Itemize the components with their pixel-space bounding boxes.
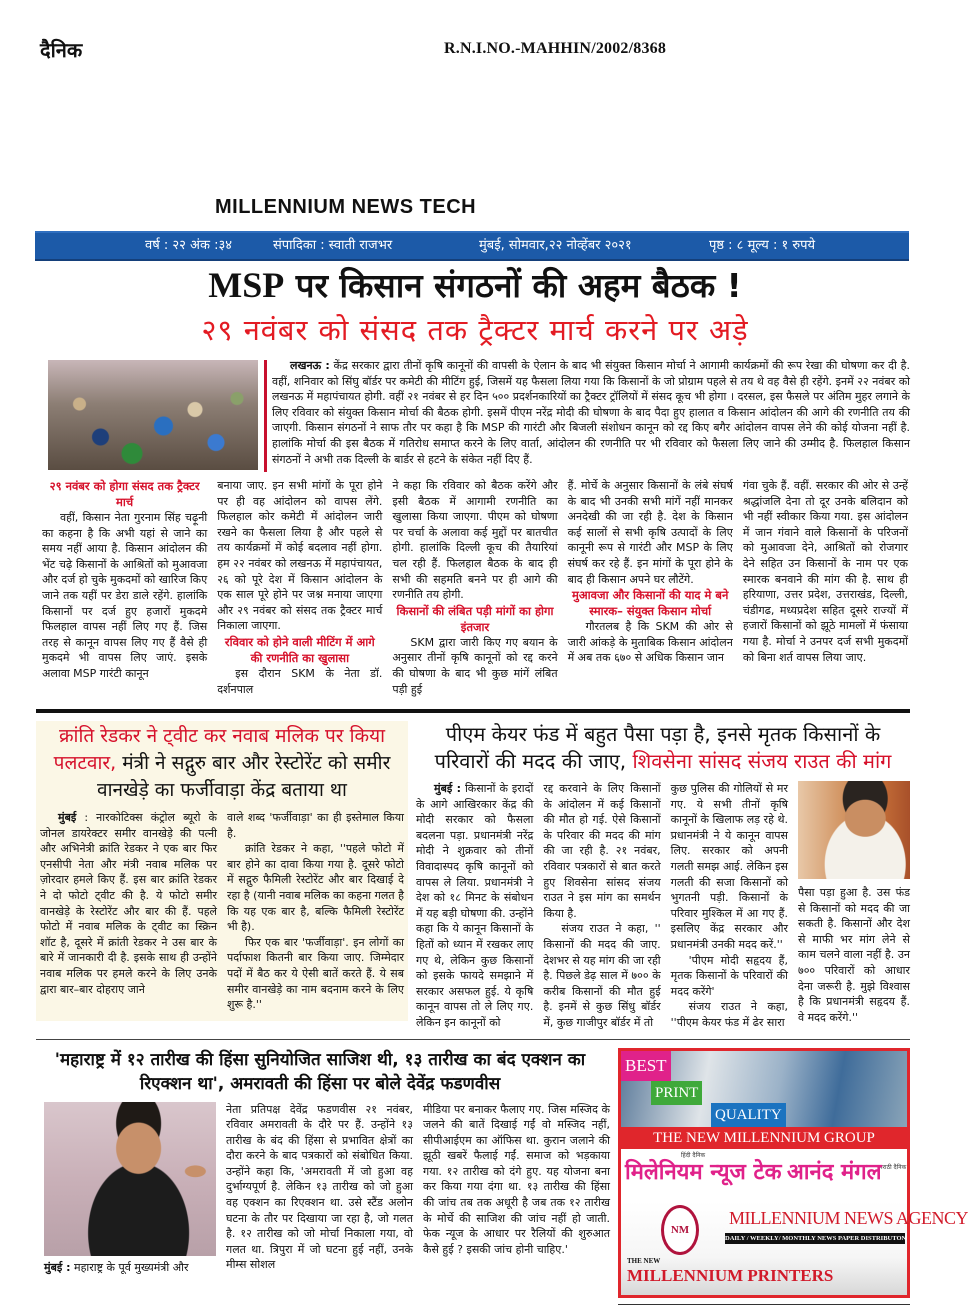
kranti-column-2: [227, 810, 404, 1013]
pm-col4-text: पैसा पड़ा हुआ है. उस फंड से किसानों को मदद की जा सकती है. किसानों और देश से माफी भर मांग लेने से काम चलने वाला नहीं है. उन ७०० परिवारों को आधार देना जरूरी है. मुझे विश्वास है कि प्रधानमंत्री सहृदय हैं. वे मदद करेंगे.'': [797, 886, 910, 1024]
pm-col2-p2: संजय राउत ने कहा, '' किसानों की मदद की जाए. देशभर से यह मांग की जा रही है. पिछले डेढ़ साल में ७०० के करीब किसानों की मौत हुई है. इनमें से कुछ सिंधु बॉर्डर में, कुछ गाजीपुर बॉर्डर में तो: [543, 922, 661, 1029]
advertisement-wrapper: [618, 1048, 968, 1305]
lead-col3-text2: SKM द्वारा जारी किए गए बयान के अनुसार तीनों कृषि कानूनों को रद्द करने की घोषणा के बाद भी कुछ मांगें लंबित पड़ी हुई: [392, 635, 558, 696]
lead-col4-subhead: मुआवजा और किसानों की याद मे बने स्मारक– संयुक्त किसान मोर्चा: [572, 588, 729, 619]
accent-bar: [264, 360, 267, 472]
kranti-column-1: [40, 810, 217, 997]
lead-intro: [272, 358, 910, 467]
issue-info-bar: [35, 231, 909, 261]
fadnavis-body: [30, 1102, 610, 1276]
pm-col3-p3: संजय राउत ने कहा, ''पीएम केयर फंड में ढेर सारा: [670, 1000, 788, 1029]
marathi-daily-label: मराठी दैनिक: [879, 1163, 907, 1171]
year-issue: वर्ष : २२ अंक :३४: [145, 238, 232, 253]
lead-column-4: [568, 478, 733, 666]
pm-photo-column: [798, 781, 910, 1025]
agency-section: [621, 1201, 968, 1295]
fadnavis-caption: [44, 1260, 216, 1276]
lead-col2-text2: इस दौरान SKM के नेता डॉ. दर्शनपाल: [217, 666, 383, 696]
bottom-row: [30, 1048, 968, 1305]
advertisement[interactable]: [618, 1048, 968, 1298]
hindi-daily-label: हिंदी दैनिक: [681, 1151, 706, 1159]
kranti-body: [40, 810, 404, 1013]
sanjay-raut-photo: [798, 781, 910, 879]
newspaper-brands: [621, 1149, 907, 1201]
lead-headline: [40, 264, 910, 307]
lead-dateline: लखनऊ :: [290, 359, 330, 372]
pm-column-1: [416, 781, 533, 1031]
group-name: THE NEW MILLENNIUM GROUP: [621, 1127, 907, 1149]
pm-column-3: [671, 781, 788, 1031]
printers-name: MILLENNIUM PRINTERS: [627, 1265, 834, 1285]
lead-headline-prefix: MSP: [208, 265, 285, 305]
fadnavis-col2-text: मीडिया पर बनाकर फैलाए गए. जिस मस्जिद के जलने की बातें दिखाई गईं वो मस्जिद नहीं, सीपीआईएम का ऑफिस था. कुरान जलाने की झूठी खबरें फैलाई गईं. समाज को भड़काया गया. १२ तारीख को दंगे हुए. यह योजना बना कर किया गया दंगा था. १३ तारीख की हिंसा की जांच तब तक अधूरी है जब तक १२ तारीख के मोर्चे की साजिश की जांच नहीं हो जाती. फेक न्यूज के आधार पर रैलियों की शुरुआत कैसे हुई ? इसकी जांच होनी चाहिए.': [423, 1102, 610, 1256]
place-date: मुंबई, सोमवार,२२ नोव्हेंबर २०२१: [479, 238, 632, 253]
pm-body: [416, 781, 910, 1031]
fadnavis-column-2: [423, 1102, 610, 1258]
farmers-protest-photo: [48, 360, 258, 470]
kranti-col1-text: : नारकोटिक्स कंट्रोल ब्यूरो के जोनल डायरेक्टर समीर वानखेड़े की पत्नी और अभिनेत्री क्रांति रेडकर ने एक बार फिर एनसीपी नेता और मंत्री नवाब मलिक पर ज़ोरदार हमले किए हैं. इस बार क्रांति रेडकर ने दो फोटो ट्वीट की है. ये फोटो समीर वानखेड़े के रेस्टोरेंट और बार की हैं. पहले फोटो में नवाब मलिक के ट्वीट का स्क्रिन शॉट है, दूसरे में क्रांती रेडकर ने उस बार के बारे में जानकारी दी है. इसके साथ ही उन्होंने नवाब मलिक पर हमले करने के लिए उनके द्वारा बार–बार दोहराए जाने: [40, 811, 217, 996]
editor-name: संपादिका : स्वाती राजभर: [273, 238, 393, 253]
lead-column-3: [392, 478, 557, 697]
lead-column-2: [217, 478, 382, 697]
badge-best: BEST: [621, 1051, 671, 1081]
lead-headline-rest: पर किसान संगठनों की अहम बैठक !: [284, 266, 742, 305]
lead-column-1: [42, 478, 207, 682]
fadnavis-story: [30, 1048, 610, 1276]
fadnavis-column-1: [226, 1102, 413, 1274]
printing-press-photo: [621, 1051, 907, 1127]
hindi-brand: मिलेनियम न्यूज टेक: [625, 1159, 782, 1185]
fadnavis-photo-column: [44, 1102, 216, 1276]
lead-col4-text2: गौरतलब है कि SKM की ओर से जारी आंकड़े के मुताबिक किसान आंदोलन में अब तक ६७० से अधिक किसान जान: [567, 620, 733, 665]
lead-intro-text: केंद्र सरकार द्वारा तीनों कृषि कानूनों की वापसी के ऐलान के बाद भी संयुक्त किसान मोर्चा ने आगामी कार्यक्रमों की रूप रेखा की घोषणा कर दी है. वहीं, शनिवार को सिंघु बॉर्डर पर कमेटी की मीटिंग हुई, जिसमें यह फैसला लिया गया कि किसानों के जो प्रोग्राम पहले से तय थे वह वैसे ही रहेंगे. इनमें २२ नवंबर को लखनऊ में महापंचायत होगी. वहीं २१ नवंबर से हर दिन ५०० प्रदर्शनकारियों का ट्रैक्टर ट्रॉलियों में संसद कूच भी होगा । दरसल, इस फैसले पर अंतिम मुहर लगाने के लिए रविवार को संयुक्त किसान मोर्चा की बैठक होगी. इसमें पीएम नरेंद्र मोदी की घोषणा के बाद पैदा हुए हालात व किसान आंदोलन की आगे की रणनीति तय की जाएगी. किसान संगठनों ने साफ तौर पर कहा है कि MSP की गारंटी और बिजली संशोधन कानून को रद्द किए बगैर आंदोलन वापस लेने की कोई योजना नहीं है. हालांकि मोर्चा की इस बैठक में गतिरोध समाप्त करने के लिए वार्ता, आंदोलन की रणनीति पर भी रविवार को फैसला लिए जाने की उम्मीद है. फिलहाल किसान संगठनों ने अभी तक दिल्ली के बार्डर से हटने के संकेत नहीं दिए हैं.: [272, 359, 910, 466]
kranti-story-box: [36, 721, 408, 1021]
lead-col2-text: बनाया जाए. इन सभी मांगों के पूरा होने पर ही वह आंदोलन को वापस लेंगे. फिलहाल कोर कमेटी में आंदोलन जारी रखने का फैसला लिया है और पहले से तय कार्यक्रमों में कोई बदलाव नहीं होगा. हम २२ नवंबर को लखनऊ में महापंचायत, २६ को पूरे देश में किसान आंदोलन के एक साल पूरे होने पर जश्न मनाया जाएगा और २९ नवंबर को संसद तक ट्रैक्टर मार्च निकाला जाएगा.: [217, 479, 383, 633]
lead-column-5: [743, 478, 908, 665]
kranti-col2-p1: वाले शब्द 'फर्जीवाड़ा' का ही इस्तेमाल किया है.: [227, 811, 404, 840]
rni-number: R.N.I.NO.-MAHHIN/2002/8368: [444, 40, 667, 57]
pm-column-4: [798, 885, 910, 1025]
kranti-headline: [40, 723, 404, 804]
fadnavis-caption-dateline: मुंबई :: [44, 1260, 71, 1274]
lower-section: [0, 701, 968, 1305]
lead-col1-text: वहीं, किसान नेता गुरनाम सिंह चढ़ूनी का कहना है कि अभी यहां से जाने का समय नहीं आया है. किसान आंदोलन की भेंट चढ़े किसानों के आश्रितों को मुआवजा और दर्ज हो चुके मुकदमों को खारिज किए जाने तक यहीं पर डेरा डाले रहेंगे. हालांकि किसानों पर दर्ज हुए हजारों मुकदमे फिलहाल वापस नहीं लिए गए हैं. जिस तरह से कानून वापस लिए गए हैं वैसे ही मुकदमे भी वापस लिए जाएं. इसके अलावा MSP गारंटी कानून: [42, 511, 208, 680]
kranti-headline-black: मंत्री ने सद्गुरु बार और रेस्टोरेंट को समीर वानखेड़े का फर्जीवाड़ा केंद्र बताया था: [97, 752, 391, 801]
pm-dateline: मुंबई :: [434, 782, 461, 795]
pages-price: पृष्ठ : ८ मूल्य : १ रुपये: [709, 238, 816, 253]
the-new-label: THE NEW: [627, 1256, 661, 1265]
section-divider: [36, 709, 910, 713]
fadnavis-caption-text: महाराष्ट्र के पूर्व मुख्यमंत्री और: [70, 1260, 189, 1274]
lead-col4-text: हैं. मोर्चे के अनुसार किसानों के लंबे संघर्ष के बाद भी उनकी सभी मांगें नहीं मानकर अनदेखी की जा रही है. देश के किसान कई सालों से सभी कृषि उत्पादों के लिए कानूनी रूप से गारंटी और MSP के लिए संघर्ष कर रहे हैं. इन मांगों के पूरा होने के बाद ही किसान अपने घर लौटेंगे.: [567, 479, 733, 586]
pm-col3-p2: 'पीएम मोदी सहृदय हैं, मृतक किसानों के परिवारों की मदद करेंगे': [670, 953, 788, 998]
pm-headline-black: पीएम केयर फंड में बहुत पैसा पड़ा है, इनसे मृतक किसानों के परिवारों की मदद की जाए,: [434, 722, 881, 773]
paper-name: MILLENNIUM NEWS TECH: [215, 196, 477, 218]
middle-row: [36, 721, 910, 1031]
lead-col2-subhead: रविवार को होने वाली मीटिंग में आगे की रणनीति का खुलासा: [224, 634, 375, 665]
fadnavis-col1-text: नेता प्रतिपक्ष देवेंद्र फडणवीस २१ नवंबर, रविवार अमरावती के दौरे पर हैं. उन्होंने १३ तारीख के बंद की हिंसा से प्रभावित क्षेत्रों का दौरा करने के बाद पत्रकारों को संबोधित किया. उन्होंने कहा कि, 'अमरावती में जो हुआ वह दुर्भाग्यपूर्ण है. लेकिन १३ तारीख को जो हुआ वह एक्शन का रिएक्शन था. उसे स्टैंड अलोन घटना के तौर पर दिखाया जा रहा है, जो गलत है. १२ तारीख को जो मोर्चा निकाला गया, वो गलत था. त्रिपुरा में जो घटना हुई नहीं, उनके मीम्स सोशल: [226, 1102, 413, 1272]
pm-headline: [416, 721, 910, 775]
ad-bottom-rule: [618, 1304, 910, 1305]
kranti-col2-p2: क्रांति रेडकर ने कहा, ''पहले फोटो में बार होने का दावा किया गया है. दूसरे फोटो में सद्गुरु फैमिली रेस्टोरेंट और बार दिखाई दे रहा है (यानी नवाब मलिक का कहना गलत है कि यह एक बार है, बल्कि फैमिली रेस्टोरेंट भी है).: [227, 842, 404, 934]
lead-col3-text: ने कहा कि रविवार को बैठक करेंगे और इसी बैठक में आगामी रणनीति का खुलासा किया जाएगा. पीएम को घोषणा पर चर्चा के अलावा कई मुद्दों पर बातचीत होगी. हालांकि दिल्ली कूच की तैयारियां चल रही हैं. फिलहाल बैठक के बाद ही सभी की सहमति बनने पर ही आगे की रणनीति तय होगी.: [392, 479, 558, 602]
kranti-dateline: मुंबई: [58, 811, 77, 824]
pm-story: [416, 721, 910, 1031]
edition-type: दैनिक: [40, 38, 83, 62]
lead-col3-subhead: किसानों की लंबित पड़ी मांगों का होगा इंतजार: [396, 603, 554, 634]
pm-col3-p1: कुछ पुलिस की गोलियों से मर गए. ये सभी तीनों कृषि कानूनों के खिलाफ लड़ रहे थे. प्रधानमंत्री ने ये कानून वापस लिए. सरकार को अपनी गलती समझ आई. लेकिन इस गलती की सजा किसानों को भुगतनी पड़ी. किसानों के परिवार मुश्किल में आ गए हैं. इसलिए केंद्र सरकार और प्रधानमंत्री उनकी मदद करें.'': [670, 782, 788, 951]
badge-quality: QUALITY: [711, 1103, 786, 1127]
lead-subheadline: २९ नवंबर को संसद तक ट्रैक्टर मार्च करने पर अड़े: [201, 313, 749, 347]
marathi-brand: आनंद मंगल: [787, 1159, 882, 1185]
kranti-col2-p3: फिर एक बार 'फर्जीवाड़ा'. इन लोगों का पर्दाफाश कितनी बार किया जाए. जिम्मेदार पदों में बैठ कर ये ऐसी बातें करते हैं. ये सब समीर वानखेड़े का नाम बदनाम करने के लिए शुरू है.'': [227, 935, 404, 1012]
badge-print: PRINT: [651, 1081, 702, 1105]
section-divider-2: [36, 1039, 910, 1040]
nm-logo-icon: NM: [661, 1205, 699, 1255]
pm-headline-red: शिवसेना सांसद संजय राउत की मांग: [626, 749, 892, 773]
lead-col1-subhead: २९ नवंबर को होगा संसद तक ट्रैक्टर मार्च: [49, 479, 200, 509]
lead-columns: [42, 478, 908, 697]
lead-col5-text: गंवा चुके हैं. वहीं. सरकार की ओर से उन्हें श्रद्धांजलि देना तो दूर उनके बलिदान को भी नहीं स्वीकार किया गया. इस आंदोलन में जान गंवाने वाले किसानों के परिजनों को मुआवजा देने, आश्रितों को रोजगार देने सहित उन किसानों के नाम पर एक स्मारक बनवाने की मांग की है. साथ ही हरियाणा, उत्तर प्रदेश, उत्तराखंड, दिल्ली, चंडीगढ, मध्यप्रदेश सहित दूसरे राज्यों में हजारों किसानों को झूठे मामलों में फंसाया गया है. मोर्चा ने उनपर दर्ज सभी मुकदमों को बिना शर्त वापस लिया जाए.: [742, 479, 909, 664]
pm-col1-text: किसानों के इरादों के आगे आखिरकार केंद्र की मोदी सरकार को फैसला बदलना पड़ा. प्रधानमंत्री नरेंद्र मोदी ने शुक्रवार को तीनों विवादास्पद कृषि कानूनों को वापस ले लिया. प्रधानमंत्री ने देश को १८ मिनट के संबोधन में यह बड़ी घोषणा की. उन्होंने कहा कि ये कानून किसानों के हितों को ध्यान में रखकर लाए गए थे, लेकिन कुछ किसानों को इसके फायदे समझाने में सरकार असफल हुई. ये कृषि कानून वापस तो ले लिए गए. लेकिन इन कानूनों को: [416, 782, 534, 1029]
agency-name: MILLENNIUM NEWS AGENCY: [729, 1207, 968, 1228]
distribution-tagline: DAILY / WEEKLY/ MONTHLY NEWS PAPER DISTRIBUTON: [725, 1234, 907, 1242]
pm-col2-p1: रद्द करवाने के लिए किसानों के आंदोलन में कई किसानों की मौत हो गई. ऐसे किसानों के परिवार की मदद की मांग की जा रही है. २१ नवंबर, रविवार पत्रकारों से बात करते हुए शिवसेना सांसद संजय राउत ने इस मांग का समर्थन किया है.: [543, 782, 661, 920]
fadnavis-photo: [44, 1102, 216, 1256]
fadnavis-headline: 'महाराष्ट्र में १२ तारीख की हिंसा सुनियोजित साजिश थी, १३ तारीख का बंद एक्शन का रिएक्शन था', अमरावती की हिंसा पर बोले देवेंद्र फडणवीस: [54, 1049, 586, 1094]
pm-column-2: [543, 781, 660, 1031]
kranti-headline-red: क्रांति रेडकर ने ट्वीट कर नवाब मलिक पर किया पलटवार,: [53, 725, 386, 774]
